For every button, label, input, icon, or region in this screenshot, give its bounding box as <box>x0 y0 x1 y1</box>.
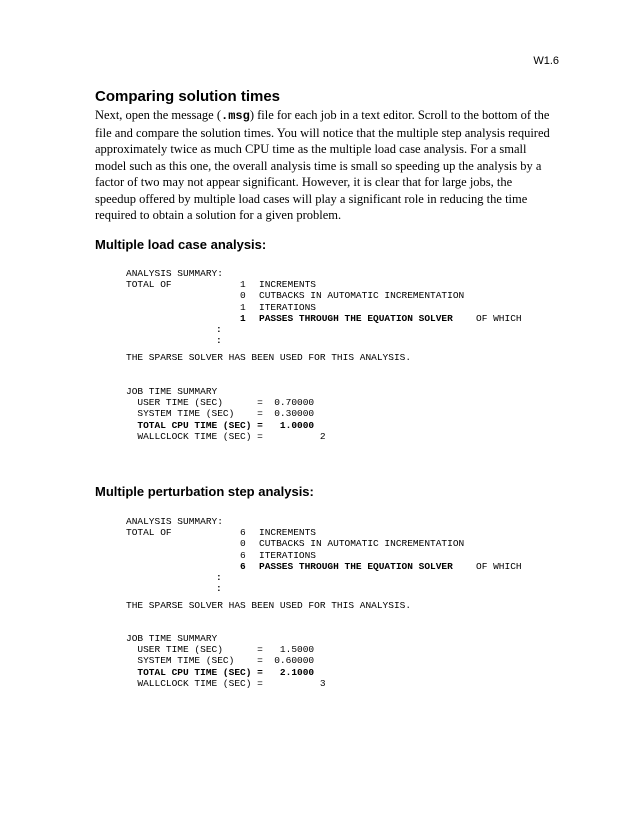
passes-suffix: OF WHICH <box>476 560 522 572</box>
wallclock-line: WALLCLOCK TIME (SEC) = 2 <box>126 430 326 442</box>
ellipsis-dot: : <box>216 335 222 347</box>
solver-line: THE SPARSE SOLVER HAS BEEN USED FOR THIS ANALYSIS. <box>126 600 412 611</box>
ellipsis-dot: : <box>216 583 222 595</box>
total-cpu-line: TOTAL CPU TIME (SEC) = 1.0000 <box>126 419 315 431</box>
total-of-label: TOTAL OF <box>126 527 172 539</box>
load-case-heading: Multiple load case analysis: <box>95 237 267 252</box>
system-time-line: SYSTEM TIME (SEC) = 0.30000 <box>126 408 315 420</box>
increments-label: INCREMENTS <box>259 527 317 539</box>
solver-line: THE SPARSE SOLVER HAS BEEN USED FOR THIS ANALYSIS. <box>126 352 412 363</box>
iterations-label: ITERATIONS <box>259 301 317 313</box>
user-time-line: USER TIME (SEC) = 1.5000 <box>126 644 315 656</box>
cutbacks-label: CUTBACKS IN AUTOMATIC INCREMENTATION <box>259 290 465 302</box>
total-cpu-line: TOTAL CPU TIME (SEC) = 2.1000 <box>126 666 315 678</box>
passes-count: 1 <box>240 312 246 324</box>
job-time-header: JOB TIME SUMMARY <box>126 633 218 644</box>
passes-count: 6 <box>240 560 246 572</box>
perturbation-step-heading: Multiple perturbation step analysis: <box>95 484 314 499</box>
increments-count: 1 <box>240 279 246 291</box>
iterations-count: 6 <box>240 549 246 561</box>
iterations-label: ITERATIONS <box>259 549 317 561</box>
cutbacks-label: CUTBACKS IN AUTOMATIC INCREMENTATION <box>259 538 465 550</box>
intro-paragraph <box>95 107 555 224</box>
paragraph-text-start: Next, open the message ( <box>95 108 222 122</box>
ellipsis-dot: : <box>216 324 222 335</box>
cutbacks-count: 0 <box>240 538 246 550</box>
passes-suffix: OF WHICH <box>476 312 522 324</box>
passes-label: PASSES THROUGH THE EQUATION SOLVER <box>259 312 453 324</box>
increments-count: 6 <box>240 527 246 539</box>
ellipsis-dot: : <box>216 572 222 583</box>
passes-label: PASSES THROUGH THE EQUATION SOLVER <box>259 560 453 572</box>
section-title: Comparing solution times <box>95 88 281 105</box>
system-time-line: SYSTEM TIME (SEC) = 0.60000 <box>126 655 315 667</box>
wallclock-line: WALLCLOCK TIME (SEC) = 3 <box>126 677 326 689</box>
page-number: W1.6 <box>533 55 559 67</box>
paragraph-text-rest: ) file for each job in a text editor. Scroll to the bottom of the file and compare the solution times. You will notice that the multiple step analysis required approximately twice as much CPU time as the multiple load case analysis. For a small model such as this one, the overall analysis time is small so speeding up the analysis by a factor of two may not appear significant. However, it is clear that for large jobs, the speedup offered by multiple load cases will play a significant role in reducing the time required to obtain a solution for a given problem. <box>95 108 550 222</box>
msg-file-extension: .msg <box>221 109 250 123</box>
cutbacks-count: 0 <box>240 290 246 302</box>
user-time-line: USER TIME (SEC) = 0.70000 <box>126 397 315 409</box>
total-of-label: TOTAL OF <box>126 279 172 291</box>
increments-label: INCREMENTS <box>259 279 317 291</box>
iterations-count: 1 <box>240 301 246 313</box>
summary-header: ANALYSIS SUMMARY: <box>126 516 223 527</box>
summary-header: ANALYSIS SUMMARY: <box>126 268 223 279</box>
job-time-header: JOB TIME SUMMARY <box>126 386 218 397</box>
